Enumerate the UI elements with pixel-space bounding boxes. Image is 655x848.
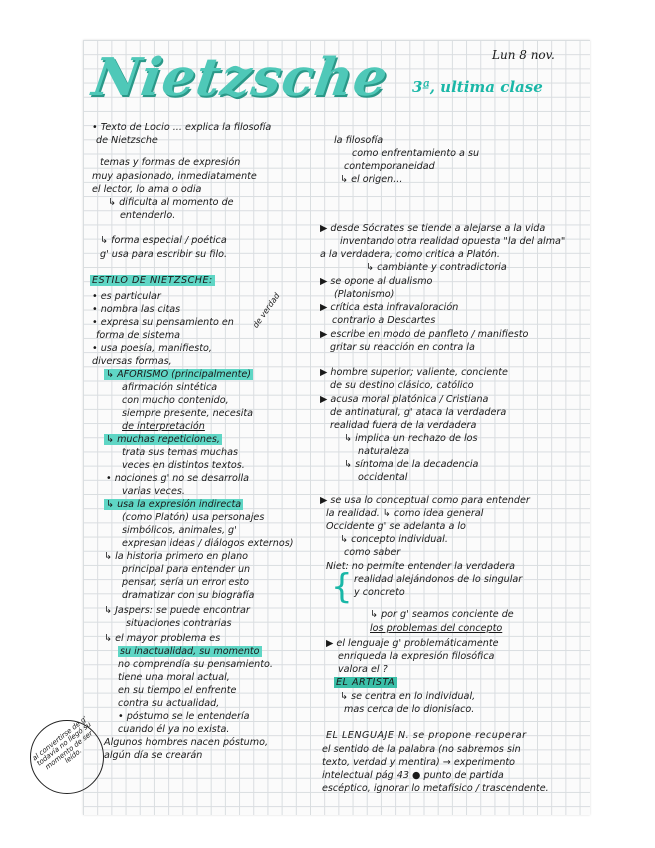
note-line: a la verdadera, como critica a Platón. — [320, 249, 500, 260]
note-line: EL LENGUAJE N. se propone recuperar — [326, 730, 527, 741]
note-line: ↳ síntoma de la decadencia — [344, 459, 479, 470]
note-line: contrario a Descartes — [332, 315, 436, 326]
note-line: el sentido de la palabra (no sabremos sin — [322, 744, 521, 755]
note-line: siempre presente, necesita — [122, 408, 254, 419]
note-line: naturaleza — [358, 446, 410, 457]
note-line: inventando otra realidad opuesta "la del alma" — [340, 236, 566, 247]
section-heading: ESTILO DE NIETZSCHE: — [92, 275, 213, 286]
note-line: ↳ implica un rechazo de los — [344, 433, 478, 444]
note-line: Occidente g' se adelanta a lo — [326, 521, 466, 532]
note-line: • expresa su pensamiento en — [92, 317, 234, 328]
note-line: la filosofía — [334, 135, 384, 146]
note-line: ▶ el lenguaje g' problemáticamente — [326, 638, 499, 649]
note-line: la realidad. ↳ como idea general — [326, 508, 484, 519]
note-line: su inactualidad, su momento — [120, 646, 260, 657]
note-line: temas y formas de expresión — [100, 157, 241, 168]
note-line: ↳ el mayor problema es — [104, 633, 221, 644]
note-line: afirmación sintética — [122, 382, 218, 393]
note-line: de antinatural, g' ataca la verdadera — [330, 407, 507, 418]
note-line: con mucho contenido, — [122, 395, 229, 406]
note-line: muy apasionado, inmediatamente — [92, 171, 257, 182]
note-line: ↳ se centra en lo individual, — [340, 691, 476, 702]
note-line: ▶ se opone al dualismo — [320, 276, 433, 287]
note-line: ↳ AFORISMO (principalmente) — [106, 369, 252, 380]
note-line: gritar su reacción en contra la — [330, 342, 475, 353]
note-line: varias veces. — [122, 486, 185, 497]
note-line: realidad fuera de la verdadera — [330, 420, 477, 431]
note-line: y concreto — [354, 587, 405, 598]
note-line: ↳ por g' seamos conciente de — [370, 609, 514, 620]
note-line: ↳ usa la expresión indirecta — [106, 499, 242, 510]
note-line: Algunos hombres nacen póstumo, — [104, 737, 269, 748]
note-line: situaciones contrarias — [126, 618, 232, 629]
note-line: • póstumo se le entendería — [118, 711, 250, 722]
note-line: ↳ dificulta al momento de — [108, 197, 234, 208]
note-line: • es particular — [92, 291, 161, 302]
note-line: intelectual pág 43 ● punto de partida — [322, 770, 504, 781]
note-line: mas cerca de lo dionisíaco. — [344, 704, 475, 715]
note-line: contra su actualidad, — [118, 698, 220, 709]
note-line: entenderlo. — [120, 210, 176, 221]
note-line: veces en distintos textos. — [122, 460, 245, 471]
note-line: • nociones g' no se desarrolla — [106, 473, 250, 484]
margin-note: al convertirse de g' todavía no llegó su momento de ser leído. — [30, 714, 95, 771]
note-line: • nombra las citas — [92, 304, 181, 315]
note-line: algún día se crearán — [104, 750, 203, 761]
page-title: Nietzsche — [88, 47, 393, 108]
note-line: ↳ muchas repeticiones, — [106, 434, 220, 445]
note-line: ▶ se usa lo conceptual como para entender — [320, 495, 530, 506]
note-line: g' usa para escribir su filo. — [100, 249, 228, 260]
note-line: simbólicos, animales, g' — [122, 525, 237, 536]
note-line: ▶ hombre superior; valiente, conciente — [320, 367, 508, 378]
note-line: texto, verdad y mentira) → experimento — [322, 757, 516, 768]
note-line: ↳ cambiante y contradictoria — [366, 262, 507, 273]
note-line: ↳ forma especial / poética — [100, 235, 227, 246]
note-line: enriqueda la expresión filosófica — [338, 651, 495, 662]
note-line: no comprendía su pensamiento. — [118, 659, 273, 670]
note-line: de interpretación — [122, 421, 205, 432]
note-line: en su tiempo el enfrente — [118, 685, 237, 696]
vertical-note: de verdad — [250, 291, 282, 330]
note-line: ↳ Jaspers: se puede encontrar — [104, 605, 250, 616]
note-line: valora el ? — [338, 664, 388, 675]
note-line: como saber — [344, 547, 401, 558]
note-line: ↳ el origen... — [340, 174, 403, 185]
note-line: trata sus temas muchas — [122, 447, 238, 458]
note-line: (como Platón) usa personajes — [122, 512, 265, 523]
note-line: como enfrentamiento a su — [352, 148, 480, 159]
note-line: Niet: no permite entender la verdadera — [326, 561, 516, 572]
note-line: ▶ crítica esta infravaloración — [320, 302, 459, 313]
date-label: Lun 8 nov. — [492, 48, 555, 62]
subtitle: 3ª, ultima clase — [412, 78, 543, 96]
note-line: ▶ desde Sócrates se tiende a alejarse a la vida — [320, 223, 546, 234]
note-line: ▶ escribe en modo de panfleto / manifiesto — [320, 329, 529, 340]
note-line: realidad alejándonos de lo singular — [354, 574, 523, 585]
note-line: de su destino clásico, católico — [330, 380, 474, 391]
note-line: dramatizar con su biografía — [122, 590, 255, 601]
note-line: expresan ideas / diálogos externos) — [122, 538, 294, 549]
note-line: de Nietzsche — [96, 135, 158, 146]
note-line: escéptico, ignorar lo metafísico / trascendente. — [322, 783, 549, 794]
note-line: • usa poesía, manifiesto, — [92, 343, 212, 354]
note-line: forma de sistema — [96, 330, 181, 341]
note-line: el lector, lo ama o odia — [92, 184, 202, 195]
note-line: contemporaneidad — [344, 161, 435, 172]
note-line: principal para entender un — [122, 564, 251, 575]
note-line: occidental — [358, 472, 408, 483]
note-line: (Platonismo) — [334, 289, 395, 300]
note-line: ↳ concepto individual. — [340, 534, 448, 545]
section-heading: EL ARTISTA — [336, 677, 396, 688]
note-line: los problemas del concepto — [370, 623, 503, 634]
note-line: tiene una moral actual, — [118, 672, 230, 683]
note-line: ▶ acusa moral platónica / Cristiana — [320, 394, 489, 405]
brace-icon: { — [331, 567, 353, 607]
note-line: • Texto de Locio ... explica la filosofía — [92, 122, 272, 133]
note-line: pensar, sería un error esto — [122, 577, 249, 588]
note-line: cuando él ya no exista. — [118, 724, 230, 735]
note-line: diversas formas, — [92, 356, 172, 367]
note-line: ↳ la historia primero en plano — [104, 551, 249, 562]
